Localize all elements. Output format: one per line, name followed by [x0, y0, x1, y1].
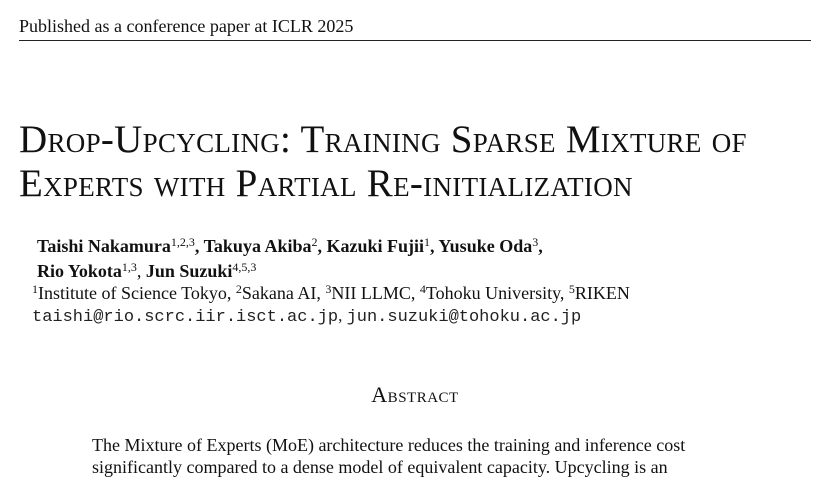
author-affil-marker: 4,5,3: [232, 260, 257, 274]
affil-name: Institute of Science Tokyo: [38, 283, 227, 303]
email-link[interactable]: taishi@rio.scrc.iir.isct.ac.jp: [32, 308, 339, 327]
contact-emails: taishi@rio.scrc.iir.isct.ac.jp, jun.suzuki@tohoku.ac.jp: [32, 306, 582, 327]
header-rule: [19, 40, 811, 41]
author-name: Jun Suzuki: [145, 261, 233, 281]
affil-marker: 5: [568, 282, 575, 296]
author-affil-marker: 3: [532, 235, 539, 249]
abstract-heading: Abstract: [371, 382, 459, 407]
author-affil-marker: 1: [423, 235, 430, 249]
author-affil-marker: 1,3: [121, 260, 137, 274]
author-name: Takuya Akiba: [203, 236, 312, 256]
author-name: Kazuki Fujii: [326, 236, 424, 256]
paper-title: [19, 118, 819, 206]
author-name: Yusuke Oda: [438, 236, 533, 256]
author-affil-marker: 2: [311, 235, 318, 249]
affil-name: Tohoku University: [425, 283, 560, 303]
affil-name: RIKEN: [574, 283, 630, 303]
affil-marker: 3: [325, 282, 332, 296]
author-line-2: Rio Yokota$^{1,3}$, Jun Suzuki$^{4,5,3}$: [37, 260, 257, 281]
affil-marker: 2: [235, 282, 242, 296]
title-line-1: Drop-Upcycling: Training Sparse Mixture of: [19, 118, 747, 161]
title-line-2: Experts with Partial Re-initialization: [19, 162, 633, 205]
author-affil-marker: 1,2,3: [170, 235, 195, 249]
abstract-line: The Mixture of Experts (MoE) architecture reduces the training and inference cost: [92, 435, 686, 455]
affil-marker: 1: [32, 282, 38, 296]
author-list: [37, 234, 543, 284]
abstract-body: [92, 434, 742, 478]
abstract-line: significantly compared to a dense model of equivalent capacity. Upcycling is an: [92, 457, 668, 477]
running-header: Published as a conference paper at ICLR 2025: [19, 16, 354, 36]
author-name: Rio Yokota: [37, 261, 122, 281]
email-link[interactable]: jun.suzuki@tohoku.ac.jp: [346, 308, 582, 327]
author-name: Taishi Nakamura: [37, 236, 171, 256]
author-line-1: Taishi Nakamura$^{1,2,3}$, Takuya Akiba$^2$, Kazuki Fujii$^1$, Yusuke Oda$^3$,: [37, 235, 543, 256]
affil-marker: 4: [419, 282, 426, 296]
affil-name: Sakana AI: [241, 283, 317, 303]
affiliations: $^1$Institute of Science Tokyo, $^2$Sakana AI, $^3$NII LLMC, $^4$Tohoku University, $^5$RIKEN: [32, 282, 630, 303]
affil-name: NII LLMC: [331, 283, 411, 303]
